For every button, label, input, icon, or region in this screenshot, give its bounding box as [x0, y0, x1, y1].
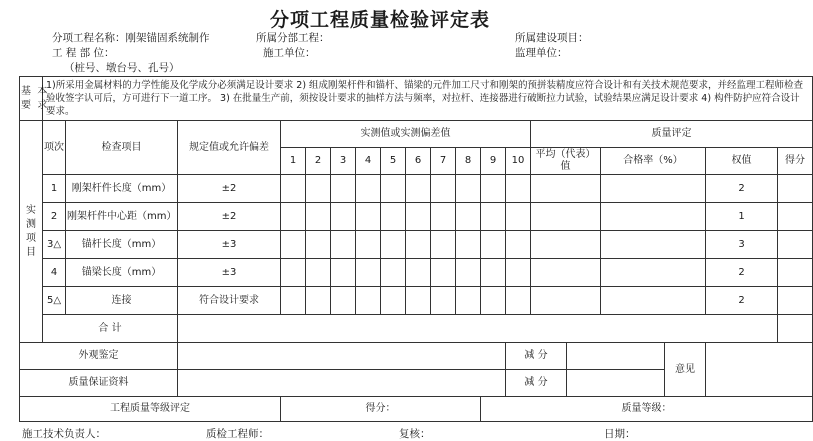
reviewer-label: 复核：: [399, 428, 431, 440]
total-label: 合 计: [43, 315, 178, 343]
supervisor-label: 监理单位：: [515, 47, 568, 59]
col-measured-group: 实测值或实测偏差值: [281, 121, 531, 148]
row-weight: 2: [706, 259, 778, 287]
row-no: 3△: [43, 231, 66, 259]
measure-col-6: 6: [406, 148, 431, 175]
measure-col-2: 2: [306, 148, 331, 175]
row-spec: ±3: [178, 259, 281, 287]
appearance-deduct-label: 减 分: [506, 343, 567, 370]
col-check-item: 检查项目: [66, 121, 178, 175]
row-weight: 2: [706, 287, 778, 315]
qa-docs-label: 质量保证资料: [20, 370, 178, 397]
row-no: 2: [43, 203, 66, 231]
measured-section-label: 实 测 项 目: [20, 121, 43, 343]
measure-col-5: 5: [381, 148, 406, 175]
table-row: [20, 203, 813, 231]
row-item: 刚架杆件长度（mm）: [66, 175, 178, 203]
row-item: 刚架杆件中心距（mm）: [66, 203, 178, 231]
row-spec: ±3: [178, 231, 281, 259]
tech-lead-label: 施工技术负责人：: [22, 428, 106, 440]
measure-col-10: 10: [506, 148, 531, 175]
col-spec: 规定值或允许偏差: [178, 121, 281, 175]
total-row: [20, 315, 813, 343]
row-item: 锚梁长度（mm）: [66, 259, 178, 287]
table-row: [20, 175, 813, 203]
col-avg: 平均（代表）值: [531, 148, 601, 175]
col-pass-rate: 合格率（%）: [601, 148, 706, 175]
row-spec: 符合设计要求: [178, 287, 281, 315]
table-row: [20, 287, 813, 315]
construction-project-label: 所属建设项目：: [515, 32, 589, 44]
col-quality-group: 质量评定: [531, 121, 813, 148]
measure-col-3: 3: [331, 148, 356, 175]
col-score: 得分: [778, 148, 813, 175]
measure-col-9: 9: [481, 148, 506, 175]
col-item-no: 项次: [43, 121, 66, 175]
row-no: 5△: [43, 287, 66, 315]
row-no: 1: [43, 175, 66, 203]
row-weight: 3: [706, 231, 778, 259]
row-no: 4: [43, 259, 66, 287]
measure-col-7: 7: [431, 148, 456, 175]
table-row: [20, 259, 813, 287]
requirements-label: 基 本 要 求: [20, 77, 43, 121]
row-item: 锚杆长度（mm）: [66, 231, 178, 259]
grade-score-label: 得分：: [281, 397, 481, 422]
work-location-label: 工 程 部 位：: [52, 47, 115, 59]
inspector-label: 质检工程师：: [206, 428, 269, 440]
contractor-label: 施工单位：: [263, 47, 316, 59]
measure-col-8: 8: [456, 148, 481, 175]
grade-label: 工程质量等级评定: [20, 397, 281, 422]
qa-docs-deduct-label: 减 分: [506, 370, 567, 397]
page-title: 分项工程质量检验评定表: [269, 9, 490, 31]
row-weight: 1: [706, 203, 778, 231]
row-spec: ±2: [178, 175, 281, 203]
project-name-label: 分项工程名称：刚架锚固系统制作: [52, 32, 210, 44]
station-note: （桩号、墩台号、孔号）: [64, 62, 180, 74]
col-weight: 权值: [706, 148, 778, 175]
sub-project-label: 所属分部工程：: [256, 32, 330, 44]
row-weight: 2: [706, 175, 778, 203]
opinion-label: 意见: [665, 343, 706, 397]
table-row: [20, 231, 813, 259]
grade-level-label: 质量等级：: [481, 397, 813, 422]
measure-col-1: 1: [281, 148, 306, 175]
row-spec: ±2: [178, 203, 281, 231]
row-item: 连接: [66, 287, 178, 315]
date-label: 日期：: [604, 428, 636, 440]
inspection-table: [19, 76, 813, 422]
appearance-label: 外观鉴定: [20, 343, 178, 370]
measure-col-4: 4: [356, 148, 381, 175]
requirements-text: 1)所采用金属材料的力学性能及化学成分必须满足设计要求 2) 组成刚架杆件和锚杆、锚梁的元件加工尺寸和刚架的预拼装精度应符合设计和有关技术规范要求，并经监理工程师检查验收签字认可后，方可进行下一道工序。 3) 在批量生产前，须按设计要求的抽样方法与频率，对拉杆、连接器进行破断拉力试验，试验结果应满足设计要求 4) 构件防护应符合设计要求。: [43, 77, 813, 121]
